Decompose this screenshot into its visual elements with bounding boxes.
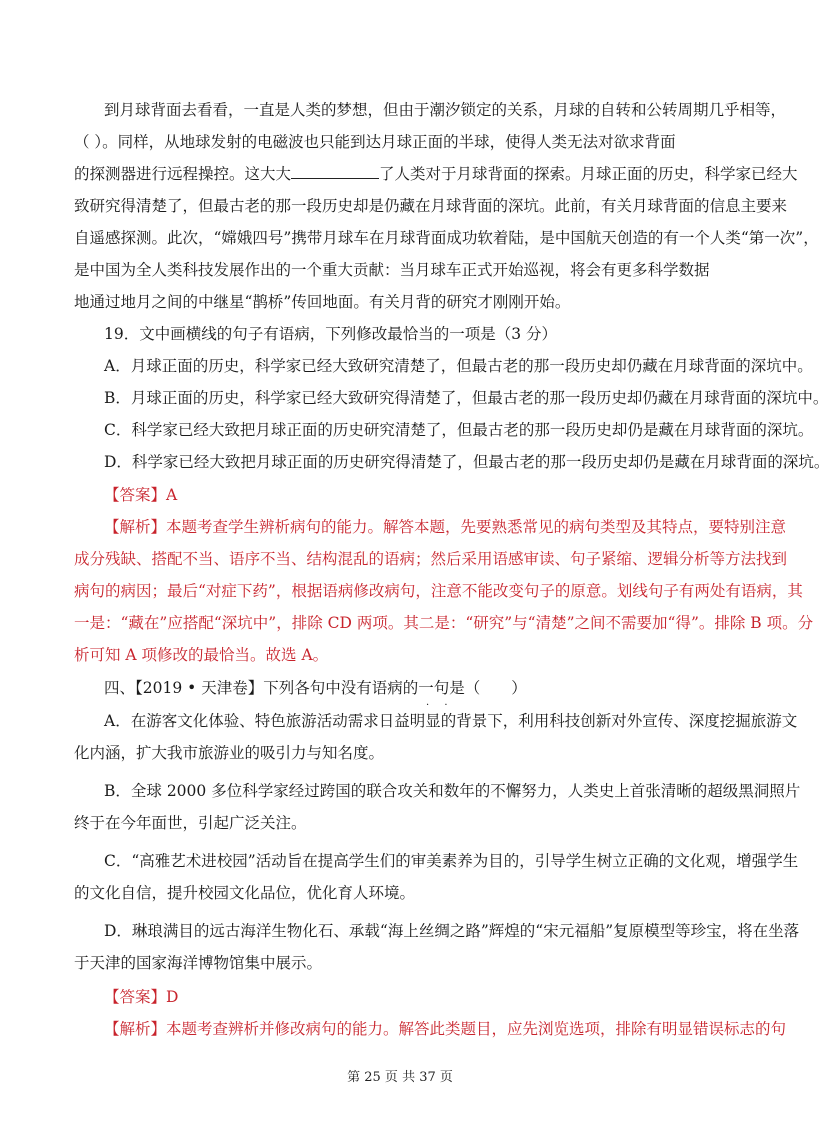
q19-option-a: A．月球正面的历史，科学家已经大致研究清楚了，但最古老的那一段历史却仍藏在月球背面的深坑中。 bbox=[104, 357, 813, 375]
passage-line-5: 自遥感探测。此次，“嫦娥四号”携带月球车在月球背面成功软着陆，是中国航天创造的有一个人类“第一次”， bbox=[74, 229, 819, 247]
q4-option-d-line-1: D．琳琅满目的远古海洋生物化石、承载“海上丝绸之路”辉煌的“宋元福船”复原模型等珍宝，将在坐落 bbox=[104, 922, 800, 940]
q19-analysis-line: 【解析】本题考查学生辨析病句的能力。解答本题，先要熟悉常见的病句类型及其特点，要特别注意 bbox=[104, 518, 787, 536]
q4-option-b-line-2: 终于在今年面世，引起广泛关注。 bbox=[74, 814, 307, 832]
q4-option-c-line-1: C．“高雅艺术进校园”活动旨在提高学生们的审美素养为目的，引导学生树立正确的文化观，增强学生 bbox=[104, 852, 799, 870]
q19-analysis-line: 病句的病因；最后“对症下药”，根据语病修改病句，注意不能改变句子的原意。划线句子有两处有语病，其 bbox=[74, 582, 803, 600]
q4-option-a-line-2: 化内涵，扩大我市旅游业的吸引力与知名度。 bbox=[74, 744, 385, 762]
page-footer: 第 25 页 共 37 页 bbox=[347, 1070, 453, 1085]
passage-line-1: 到月球背面去看看，一直是人类的梦想，但由于潮汐锁定的关系，月球的自转和公转周期几乎相等， bbox=[104, 101, 787, 119]
q19-option-d: D．科学家已经大致把月球正面的历史研究得清楚了，但最古老的那一段历史却仍是藏在月球背面的深坑。 bbox=[104, 453, 829, 471]
q4-option-c-line-2: 的文化自信，提升校园文化品位，优化育人环境。 bbox=[74, 884, 416, 902]
passage-line-4: 致研究得清楚了，但最古老的那一段历史却是仍藏在月球背面的深坑。此前，有关月球背面的信息主要来 bbox=[74, 197, 788, 215]
q19-option-c: C．科学家已经大致把月球正面的历史研究清楚了，但最古老的那一段历史却仍是藏在月球背面的深坑。 bbox=[104, 421, 814, 439]
q19-answer: 【答案】A bbox=[104, 486, 178, 504]
q4-analysis-line: 【解析】本题考查辨析并修改病句的能力。解答此类题目，应先浏览选项，排除有明显错误标志的句 bbox=[104, 1020, 787, 1038]
passage-line-6: 是中国为全人类科技发展作出的一个重大贡献：当月球车正式开始巡视，将会有更多科学数据 bbox=[74, 261, 710, 279]
passage-line-3-part-a: 的探测器进行远程操控。这大大 bbox=[74, 165, 292, 183]
q19-analysis-line: 析可知 A 项修改的最恰当。故选 A。 bbox=[74, 646, 329, 664]
q4-answer: 【答案】D bbox=[104, 988, 179, 1006]
passage-line-2: （ ）。同样，从地球发射的电磁波也只能到达月球正面的半球，使得人类无法对欲求背面 bbox=[74, 133, 676, 151]
q4-option-d-line-2: 于天津的国家海洋博物馆集中展示。 bbox=[74, 954, 323, 972]
q4-stem: 四、【2019 • 天津卷】下列各句中没有语病的一句是（ ） bbox=[104, 679, 527, 697]
fill-in-blank bbox=[291, 164, 379, 179]
q4-option-b-line-1: B．全球 2000 多位科学家经过跨国的联合攻关和数年的不懈努力，人类史上首张清晰的超级黑洞照片 bbox=[104, 782, 801, 800]
q19-stem: 19．文中画横线的句子有语病，下列修改最恰当的一项是（3 分） bbox=[104, 325, 558, 343]
passage-line-3 bbox=[74, 159, 798, 189]
q19-analysis-line: 一是：“藏在”应搭配“深坑中”，排除 CD 两项。其二是：“研究”与“清楚”之间不需要加“得”。排除 B 项。分 bbox=[74, 614, 814, 632]
passage-line-7: 地通过地月之间的中继星“鹊桥”传回地面。有关月背的研究才刚刚开始。 bbox=[74, 293, 571, 311]
q4-option-a-line-1: A．在游客文化体验、特色旅游活动需求日益明显的背景下，利用科技创新对外宣传、深度挖掘旅游文 bbox=[104, 712, 798, 730]
emphasis-dots: · · bbox=[426, 700, 454, 711]
q19-option-b: B．月球正面的历史，科学家已经大致研究得清楚了，但最古老的那一段历史却仍藏在月球背面的深坑中。 bbox=[104, 389, 829, 407]
q19-analysis-line: 成分残缺、搭配不当、语序不当、结构混乱的语病；然后采用语感审读、句子紧缩、逻辑分析等方法找到 bbox=[74, 550, 788, 568]
passage-line-3-part-b: 了人类对于月球背面的探索。月球正面的历史，科学家已经大 bbox=[379, 165, 798, 183]
